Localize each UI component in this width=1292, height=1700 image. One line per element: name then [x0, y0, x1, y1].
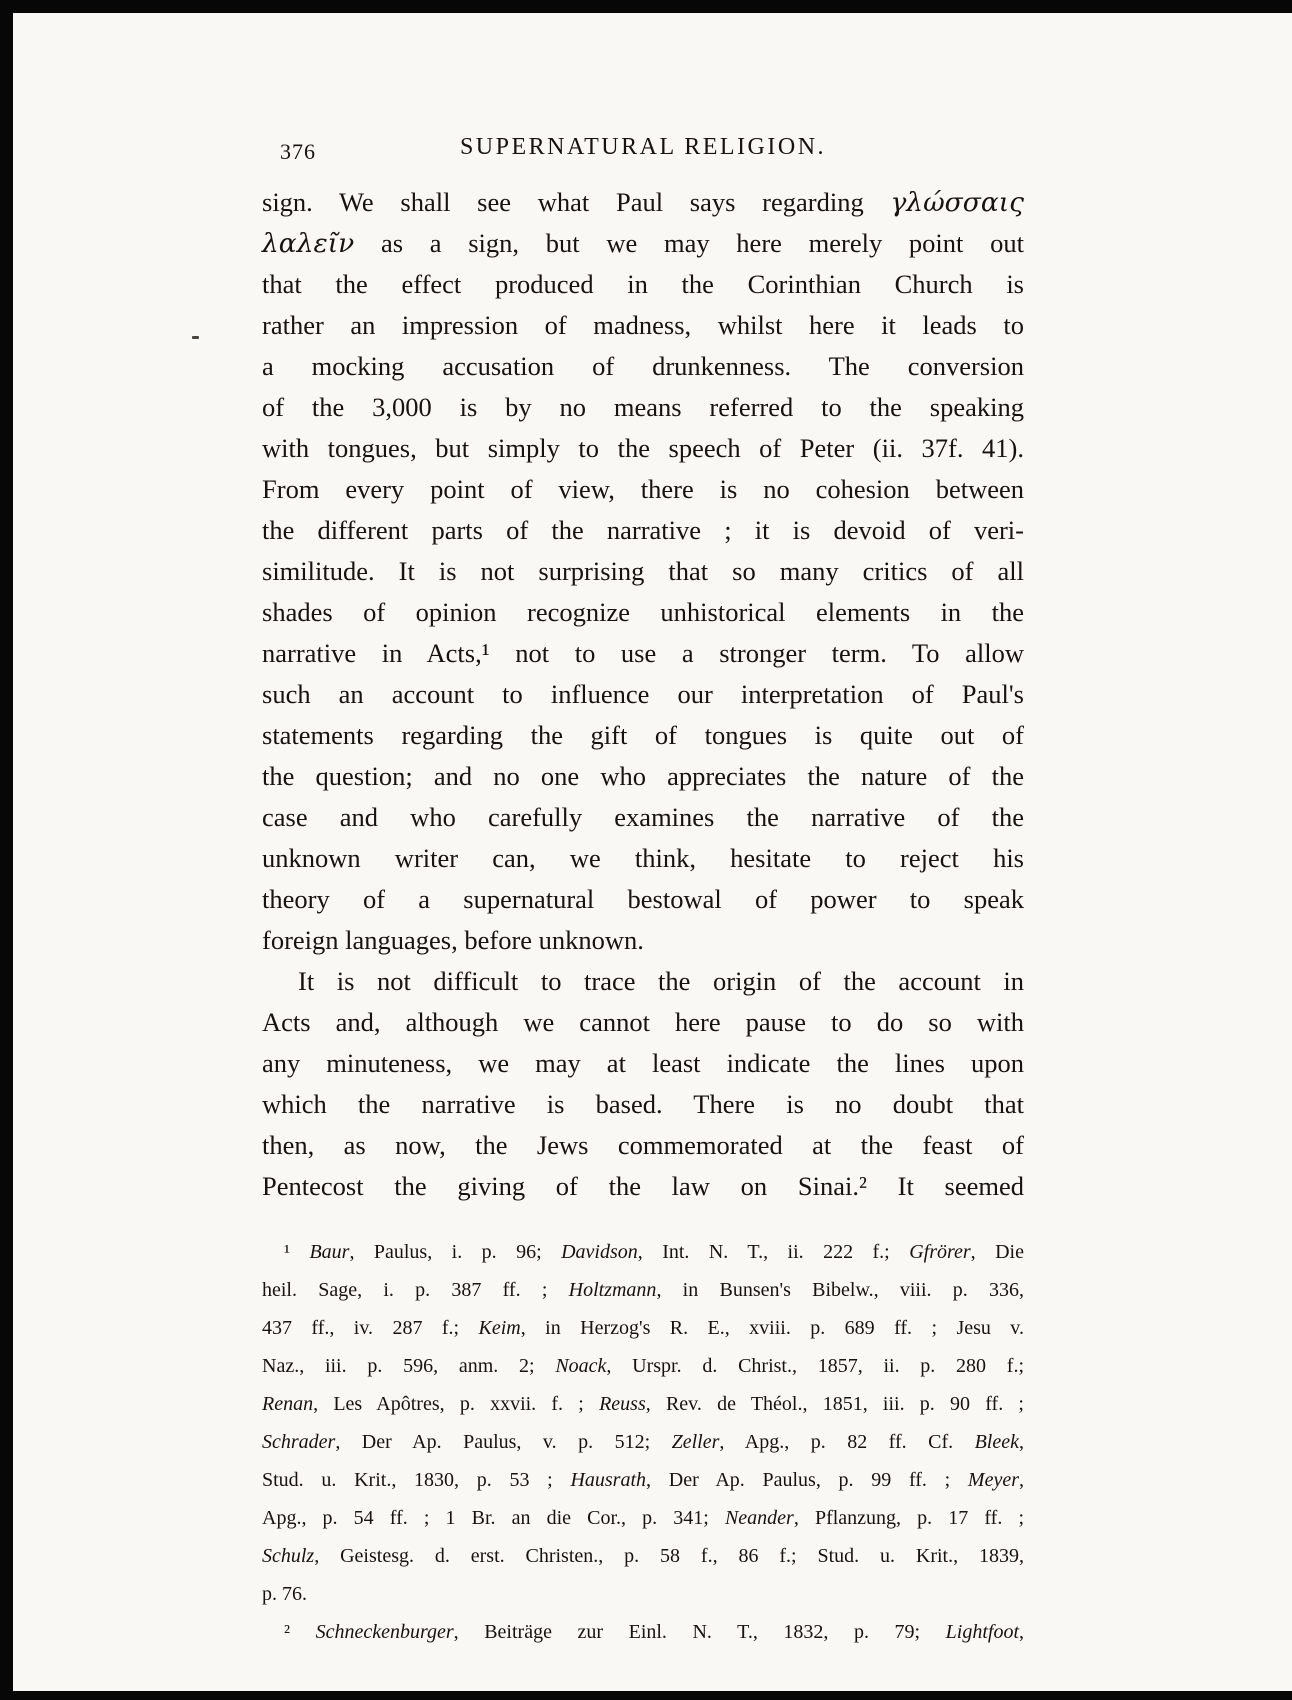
- italic-text: Lightfoot: [945, 1621, 1020, 1643]
- text-line: that the effect produced in the Corinthian Church is: [262, 269, 1024, 299]
- text-line: narrative in Acts,¹ not to use a stronger term. To allow: [262, 638, 1024, 668]
- greek-text: λαλεῖν: [262, 228, 355, 259]
- footnote-line: Schulz, Geistesg. d. erst. Christen., p. 58 f., 86 f.; Stud. u. Krit., 1839,: [262, 1545, 1024, 1567]
- footnote-line: ¹ Baur, Paulus, i. p. 96; Davidson, Int. N. T., ii. 222 f.; Gfrörer, Die: [284, 1241, 1024, 1263]
- footnote-line: 437 ff., iv. 287 f.; Keim, in Herzog's R. E., xviii. p. 689 ff. ; Jesu v.: [262, 1317, 1024, 1339]
- footnote-line: ² Schneckenburger, Beiträge zur Einl. N. T., 1832, p. 79; Lightfoot,: [284, 1621, 1025, 1643]
- text-line: λαλεῖν as a sign, but we may here merely point out: [262, 228, 1024, 259]
- text-line: such an account to influence our interpretation of Paul's: [262, 679, 1024, 709]
- text-line: a mocking accusation of drunkenness. The conversion: [262, 351, 1024, 381]
- italic-text: Hausrath: [570, 1469, 647, 1491]
- footnote-line: heil. Sage, i. p. 387 ff. ; Holtzmann, in Bunsen's Bibelw., viii. p. 336,: [262, 1279, 1024, 1301]
- text-line: the question; and no one who appreciates the nature of the: [262, 761, 1024, 791]
- text-line: case and who carefully examines the narrative of the: [262, 802, 1024, 832]
- italic-text: Keim: [478, 1317, 521, 1339]
- italic-text: Noack: [555, 1355, 607, 1377]
- text-line: statements regarding the gift of tongues is quite out of: [262, 720, 1024, 750]
- text-line: similitude. It is not surprising that so many critics of all: [262, 556, 1024, 586]
- italic-text: Baur: [309, 1241, 350, 1263]
- italic-text: Schulz: [262, 1545, 315, 1567]
- text-line: Pentecost the giving of the law on Sinai.² It seemed: [262, 1171, 1024, 1201]
- text-line: of the 3,000 is by no means referred to the speaking: [262, 392, 1024, 422]
- greek-text: γλώσσαις: [890, 187, 1024, 218]
- footnotes: [262, 1233, 1024, 1651]
- text-line: the different parts of the narrative ; it is devoid of veri-: [262, 515, 1024, 545]
- page-content: [262, 132, 1024, 1651]
- page-header: [262, 132, 1024, 168]
- text-line: then, as now, the Jews commemorated at the feast of: [262, 1130, 1024, 1160]
- italic-text: Holtzmann: [568, 1279, 657, 1301]
- text-line: unknown writer can, we think, hesitate to reject his: [262, 843, 1024, 873]
- footnote-line: Renan, Les Apôtres, p. xxvii. f. ; Reuss, Rev. de Théol., 1851, iii. p. 90 ff. ;: [262, 1393, 1024, 1415]
- footnote-line: p. 76.: [262, 1583, 307, 1605]
- text-line: theory of a supernatural bestowal of power to speak: [262, 884, 1024, 914]
- text-line: any minuteness, we may at least indicate the lines upon: [262, 1048, 1024, 1078]
- italic-text: Schneckenburger: [315, 1621, 454, 1643]
- text-line: with tongues, but simply to the speech of Peter (ii. 37f. 41).: [262, 433, 1024, 463]
- text-line: shades of opinion recognize unhistorical elements in the: [262, 597, 1024, 627]
- italic-text: Davidson: [561, 1241, 638, 1263]
- italic-text: Gfrörer: [909, 1241, 971, 1263]
- running-title: SUPERNATURAL RELIGION.: [459, 134, 827, 160]
- footnote-line: Naz., iii. p. 596, anm. 2; Noack, Urspr. d. Christ., 1857, ii. p. 280 f.;: [262, 1355, 1025, 1377]
- italic-text: Neander: [724, 1507, 794, 1529]
- text-line: Acts and, although we cannot here pause to do so with: [262, 1007, 1024, 1037]
- scan-edge-left: [0, 0, 13, 1700]
- italic-text: Schrader: [262, 1431, 336, 1453]
- italic-text: Meyer: [967, 1469, 1019, 1491]
- scan-edge-bottom: [0, 1691, 1292, 1700]
- text-line: rather an impression of madness, whilst here it leads to: [262, 310, 1024, 340]
- footnote-line: Apg., p. 54 ff. ; 1 Br. an die Cor., p. 341; Neander, Pflanzung, p. 17 ff. ;: [262, 1507, 1025, 1529]
- scan-edge-top: [0, 0, 1292, 13]
- footnote-line: Schrader, Der Ap. Paulus, v. p. 512; Zeller, Apg., p. 82 ff. Cf. Bleek,: [262, 1431, 1024, 1453]
- italic-text: Reuss: [599, 1393, 646, 1415]
- text-line: foreign languages, before unknown.: [262, 925, 644, 955]
- italic-text: Zeller: [671, 1431, 720, 1453]
- text-line: which the narrative is based. There is no doubt that: [262, 1089, 1024, 1119]
- text-line: sign. We shall see what Paul says regarding γλώσσαις: [262, 187, 1024, 218]
- italic-text: Bleek: [974, 1431, 1019, 1453]
- page-number: 376: [280, 139, 316, 164]
- body-text: [262, 182, 1024, 1207]
- text-line: From every point of view, there is no cohesion between: [262, 474, 1024, 504]
- footnote-line: Stud. u. Krit., 1830, p. 53 ; Hausrath, Der Ap. Paulus, p. 99 ff. ; Meyer,: [262, 1469, 1024, 1491]
- text-line: It is not difficult to trace the origin of the account in: [298, 966, 1024, 996]
- scan-artifact-mark: [192, 336, 199, 339]
- italic-text: Renan: [262, 1393, 314, 1415]
